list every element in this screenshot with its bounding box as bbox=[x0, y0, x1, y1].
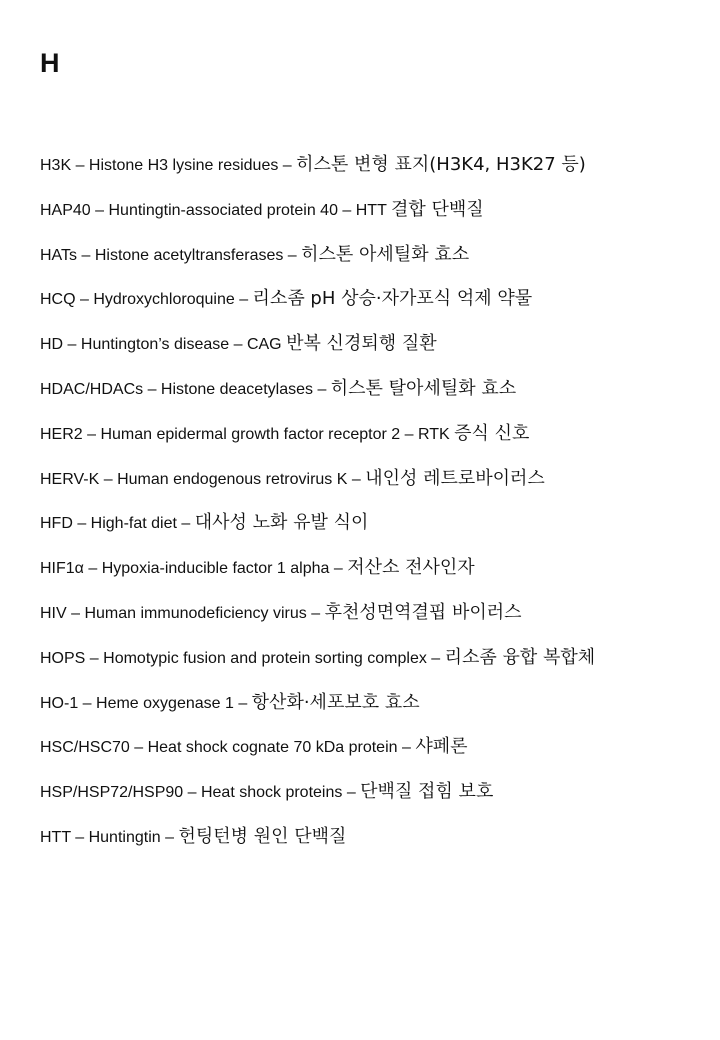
entry-term: HDAC/HDACs – Histone deacetylases – bbox=[40, 380, 331, 398]
entry-term: HD – Huntington’s disease – CAG bbox=[40, 336, 287, 354]
glossary-list bbox=[40, 148, 700, 865]
entry-term: HER2 – Human epidermal growth factor receptor 2 – RTK bbox=[40, 425, 455, 443]
entry-term: HO-1 – Heme oxygenase 1 – bbox=[40, 694, 252, 712]
entry-korean: 증식 신호 bbox=[454, 422, 530, 444]
entry-korean: 단백질 접힘 보호 bbox=[360, 781, 494, 803]
entry-term: HTT – Huntingtin – bbox=[40, 828, 179, 846]
entry-korean: 헌팅턴병 원인 단백질 bbox=[178, 825, 347, 847]
glossary-entry-h3k bbox=[40, 148, 700, 193]
entry-term: HERV-K – Human endogenous retrovirus K – bbox=[40, 470, 366, 488]
entry-korean: 리소좀 pH 상승·자가포식 억제 약물 bbox=[252, 288, 533, 310]
entry-term: H3K – Histone H3 lysine residues – bbox=[40, 157, 297, 174]
glossary-entry-hfd bbox=[40, 506, 700, 551]
entry-term: HATs – Histone acetyltransferases – bbox=[40, 246, 302, 264]
entry-term: HIV – Human immunodeficiency virus – bbox=[40, 604, 325, 622]
entry-term: HSC/HSC70 – Heat shock cognate 70 kDa protein – bbox=[40, 739, 416, 757]
entry-term: HOPS – Homotypic fusion and protein sorting complex – bbox=[40, 649, 445, 667]
glossary-entry-hsc70 bbox=[40, 730, 700, 775]
entry-term: HSP/HSP72/HSP90 – Heat shock proteins – bbox=[40, 784, 361, 802]
entry-term: HIF1α – Hypoxia-inducible factor 1 alpha – bbox=[40, 560, 348, 578]
entry-korean: 대사성 노화 유발 식이 bbox=[194, 512, 369, 534]
glossary-entry-hdac bbox=[40, 372, 700, 417]
entry-term: HCQ – Hydroxychloroquine – bbox=[40, 291, 253, 309]
entry-korean: 저산소 전사인자 bbox=[347, 557, 475, 579]
glossary-entry-hd bbox=[40, 327, 700, 372]
glossary-entry-hsp bbox=[40, 775, 700, 820]
glossary-entry-her2 bbox=[40, 417, 700, 462]
entry-korean: 샤페론 bbox=[415, 736, 468, 758]
entry-korean: 히스톤 탈아세틸화 효소 bbox=[330, 377, 517, 399]
entry-korean: 항산화·세포보호 효소 bbox=[251, 691, 420, 713]
glossary-entry-herv-k bbox=[40, 462, 700, 507]
entry-korean: 리소좀 융합 복합체 bbox=[444, 646, 596, 668]
entry-korean: 결합 단백질 bbox=[391, 198, 484, 220]
glossary-entry-htt bbox=[40, 820, 700, 865]
glossary-entry-hats bbox=[40, 238, 700, 283]
entry-korean: 내인성 레트로바이러스 bbox=[365, 467, 545, 489]
section-letter-heading: H bbox=[40, 48, 60, 78]
entry-korean: 반복 신경퇴행 질환 bbox=[286, 333, 437, 355]
glossary-entry-hcq bbox=[40, 282, 700, 327]
glossary-entry-hops bbox=[40, 641, 700, 686]
entry-korean: 후천성면역결핍 바이러스 bbox=[324, 601, 522, 623]
entry-term: HAP40 – Huntingtin-associated protein 40 – HTT bbox=[40, 201, 392, 219]
glossary-entry-hap40 bbox=[40, 193, 700, 238]
glossary-entry-ho-1 bbox=[40, 686, 700, 731]
entry-korean: 히스톤 아세틸화 효소 bbox=[301, 243, 470, 265]
glossary-entry-hif1a bbox=[40, 551, 700, 596]
glossary-entry-hiv bbox=[40, 596, 700, 641]
entry-term: HFD – High-fat diet – bbox=[40, 515, 195, 533]
entry-korean: 히스톤 변형 표지(H3K4, H3K27 등) bbox=[296, 154, 586, 175]
